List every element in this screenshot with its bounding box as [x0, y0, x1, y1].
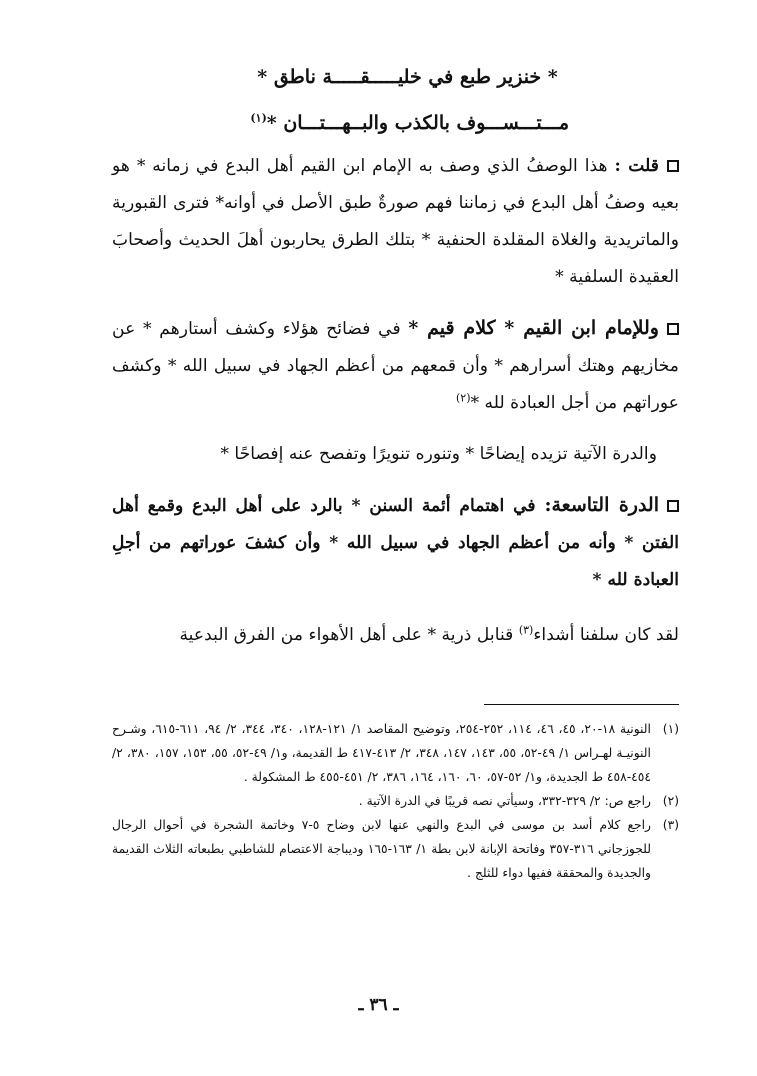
footnote-3-text: راجع كلام أسد بن موسى في البدع والنهي عنها لابن وضاح ٥-٧ وخاتمة الشجرة في أحوال الرجال للجوزجاني ٣١٦-٣٥٧ وفاتحة الإبانة لابن بطة ١/ ١٦٣-١٦٥ وديباجة الاعتصام للشاطبي بطبعاته الثلاث القديمة والجديدة والمحققة ففيها دواء للثلج .	[112, 818, 651, 880]
poem-verse-2-text: مـــتـــســـوف بالكذب والبــهـــتـــان *	[266, 112, 569, 134]
paragraph-3: والدرة الآتية تزيده إيضاحًا * وتنوره تنويرًا وتفصح عنه إفصاحًا *	[220, 444, 657, 464]
paragraph-1-text: هذا الوصفُ الذي وصف به الإمام ابن القيم أهل البدع في زمانه * هو بعيه وصفُ أهل البدع في زماننا فهم صورةٌ طبق الأصل في أوانه* فترى القبورية والماتريدية والغلاة المقلدة الحنفية * بتلك الطرق يحاربون أهلَ الحديث وأصحابَ العقيدة السلفية *	[112, 156, 679, 287]
paragraph-4-text: في اهتمام أئمة السنن * بالرد على أهل البدع وقمع أهل الفتن * وأنه من أعظم الجهاد في سبيل الله * وأن كشفَ عوراتهم من أجلِ العبادة لله *	[112, 496, 679, 590]
footnote-2	[112, 789, 679, 813]
paragraph-1	[112, 148, 679, 296]
square-bullet-icon	[667, 160, 679, 172]
footnote-divider	[484, 704, 679, 705]
paragraph-2-lead: وللإمام ابن القيم * كلام قيم *	[408, 317, 659, 339]
footnote-1-number: (١)	[662, 722, 679, 736]
paragraph-1-lead: قلت :	[614, 156, 659, 176]
square-bullet-icon	[667, 500, 679, 512]
footnote-2-number: (٢)	[662, 794, 679, 808]
footnote-ref-2: (٢)	[455, 391, 471, 405]
section-heading: الدرة التاسعة:	[544, 494, 659, 516]
poem-verse-1: * خنزير طبع في خليـــــقـــــة ناطق *	[257, 66, 558, 88]
paragraph-2	[112, 310, 679, 422]
page-number: ـ ٣٦ ـ	[358, 995, 399, 1015]
paragraph-5	[112, 617, 679, 654]
footnote-3	[112, 813, 679, 885]
footnote-3-number: (٣)	[662, 818, 679, 832]
footnote-1-text: النونية ١٨-٢٠، ٤٥، ٤٦، ١١٤، ٢٥٢-٢٥٤، وتوضيح المقاصد ١/ ١٢١-١٢٨، ٣٤٠، ٣٤٤، ٢/ ٩٤، ٦١١-٦١٥، وشـرح النونيـة لهـراس ١/ ٤٩-٥٢، ٥٥، ١٤٣، ١٤٧، ٣٤٨، ٢/ ٤١٣-٤١٧ ط القديمة، و١/ ٤٩-٥٢، ٥٥، ١٥٣، ١٥٧، ٣٨٠، ٢/ ٤٥٤-٤٥٨ ط الجديدة، و١/ ٥٢-٥٧، ٦٠، ١٦٠، ١٦٤، ٣٨٦، ٢/ ٤٥١-٤٥٥ ط المشكولة .	[112, 722, 651, 784]
paragraph-5-after: قنابل ذرية * على أهل الأهواء من الفرق البدعية	[179, 625, 519, 645]
square-bullet-icon	[667, 323, 679, 335]
paragraph-4	[112, 487, 679, 599]
footnote-1	[112, 717, 679, 789]
poem-verse-2	[112, 110, 679, 136]
footnote-ref-1: (١)	[250, 111, 267, 125]
footnote-2-text: راجع ص: ٢/ ٣٢٩-٣٣٢، وسيأتي نصه قريبًا في الدرة الآتية .	[358, 794, 651, 808]
footnote-ref-3: (٣)	[518, 623, 534, 637]
paragraph-2-text: في فضائح هؤلاء وكشف أستارهم * عن مخازيهم وهتك أسرارهم * وأن قمعهم من أعظم الجهاد في سبيل الله * وكشف عوراتهم من أجل العبادة لله *	[112, 319, 679, 413]
paragraph-5-before: لقد كان سلفنا أشداء	[533, 625, 679, 645]
